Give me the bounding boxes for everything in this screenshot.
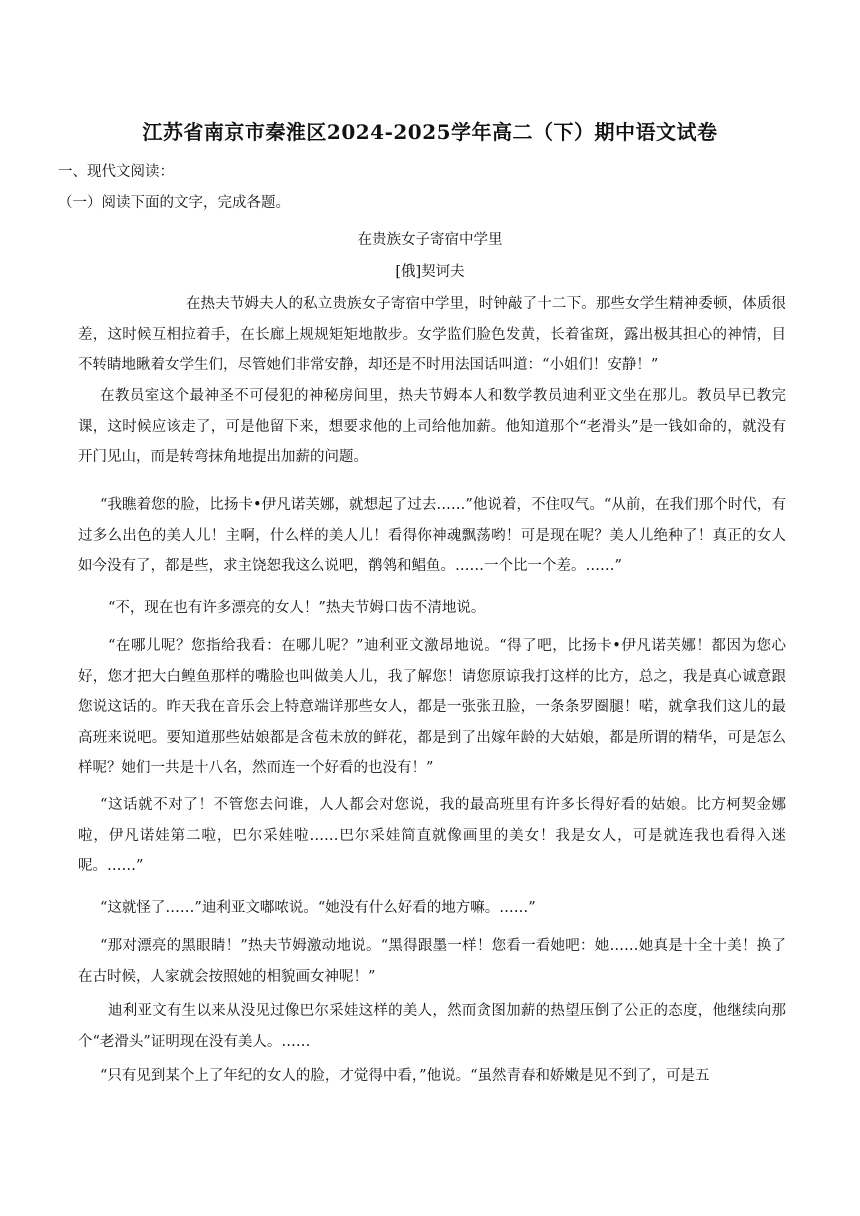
paragraph-8: “那对漂亮的黑眼睛！”热夫节姆激动地说。“黑得跟墨一样！您看一看她吧：她……她真是十全十美！换了在古时候，人家就会按照她的相貌画女神呢！” [78,938,786,985]
section-heading: 一、现代文阅读： [58,164,174,180]
paragraph-7: “这就怪了……”迪利亚文嘟哝说。“她没有什么好看的地方嘛。……” [100,900,536,916]
paragraph-6: “这话就不对了！不管您去问谁，人人都会对您说，我的最高班里有许多长得好看的姑娘。比方柯契金娜啦，伊凡诺娃第二啦，巴尔采娃啦……巴尔采娃简直就像画里的美女！我是女人，可是就连我也看得入迷呢。……” [78,797,786,874]
subsection-heading: （一）阅读下面的文字，完成各题。 [58,195,290,211]
paragraph-5: “在哪儿呢？您指给我看：在哪儿呢？”迪利亚文激昂地说。“得了吧，比扬卡•伊凡诺芙娜！都因为您心好，您才把大白鳇鱼那样的嘴脸也叫做美人儿，我了解您！请您原谅我打这样的比方，总之，我是真心诚意跟您说这话的。昨天我在音乐会上特意端详那些女人，都是一张张丑脸，一条条罗圈腿！喏，就拿我们这儿的最高班来说吧。要知道那些姑娘都是含苞未放的鲜花，都是到了出嫁年龄的大姑娘，都是所谓的精华，可是怎么样呢？她们一共是十八名，然而连一个好看的也没有！” [78,638,786,776]
exam-title: 江苏省南京市秦淮区2024-2025学年高二（下）期中语文试卷 [142,120,718,144]
article-title: 在贵族女子寄宿中学里 [357,232,503,248]
paragraph-4: “不，现在也有许多漂亮的女人！”热夫节姆口齿不清地说。 [108,600,486,616]
paragraph-2: 在教员室这个最神圣不可侵犯的神秘房间里，热夫节姆本人和数学教员迪利亚文坐在那儿。教员早已教完课，这时候应该走了，可是他留下来，想要求他的上司给他加薪。他知道那个“老滑头”是一钱如命的，就没有开门见山，而是转弯抹角地提出加薪的问题。 [78,388,786,465]
paragraph-10: “只有见到某个上了年纪的女人的脸，才觉得中看，”他说。“虽然青春和娇嫩是见不到了，可是五 [100,1068,710,1084]
paragraph-9: 迪利亚文有生以来从没见过像巴尔采娃这样的美人，然而贪图加薪的热望压倒了公正的态度，他继续向那个“老滑头”证明现在没有美人。…… [78,1003,786,1050]
paragraph-3: “我瞧着您的脸，比扬卡•伊凡诺芙娜，就想起了过去……”他说着，不住叹气。“从前，在我们那个时代，有过多么出色的美人儿！主啊，什么样的美人儿！看得你神魂飘荡哟！可是现在呢？美人儿绝种了！真正的女人如今没有了，都是些，求主饶恕我这么说吧，鹡鸰和鲳鱼。……一个比一个差。……” [78,497,786,574]
paragraph-1: 在热夫节姆夫人的私立贵族女子寄宿中学里，时钟敲了十二下。那些女学生精神委顿，体质很差，这时候互相拉着手，在长廊上规规矩矩地散步。女学监们脸色发黄，长着雀斑，露出极其担心的神情，目不转睛地瞅着女学生们，尽管她们非常安静，却还是不时用法国话叫道：“小姐们！安静！” [78,296,786,373]
article-author: [俄]契诃夫 [395,264,465,280]
